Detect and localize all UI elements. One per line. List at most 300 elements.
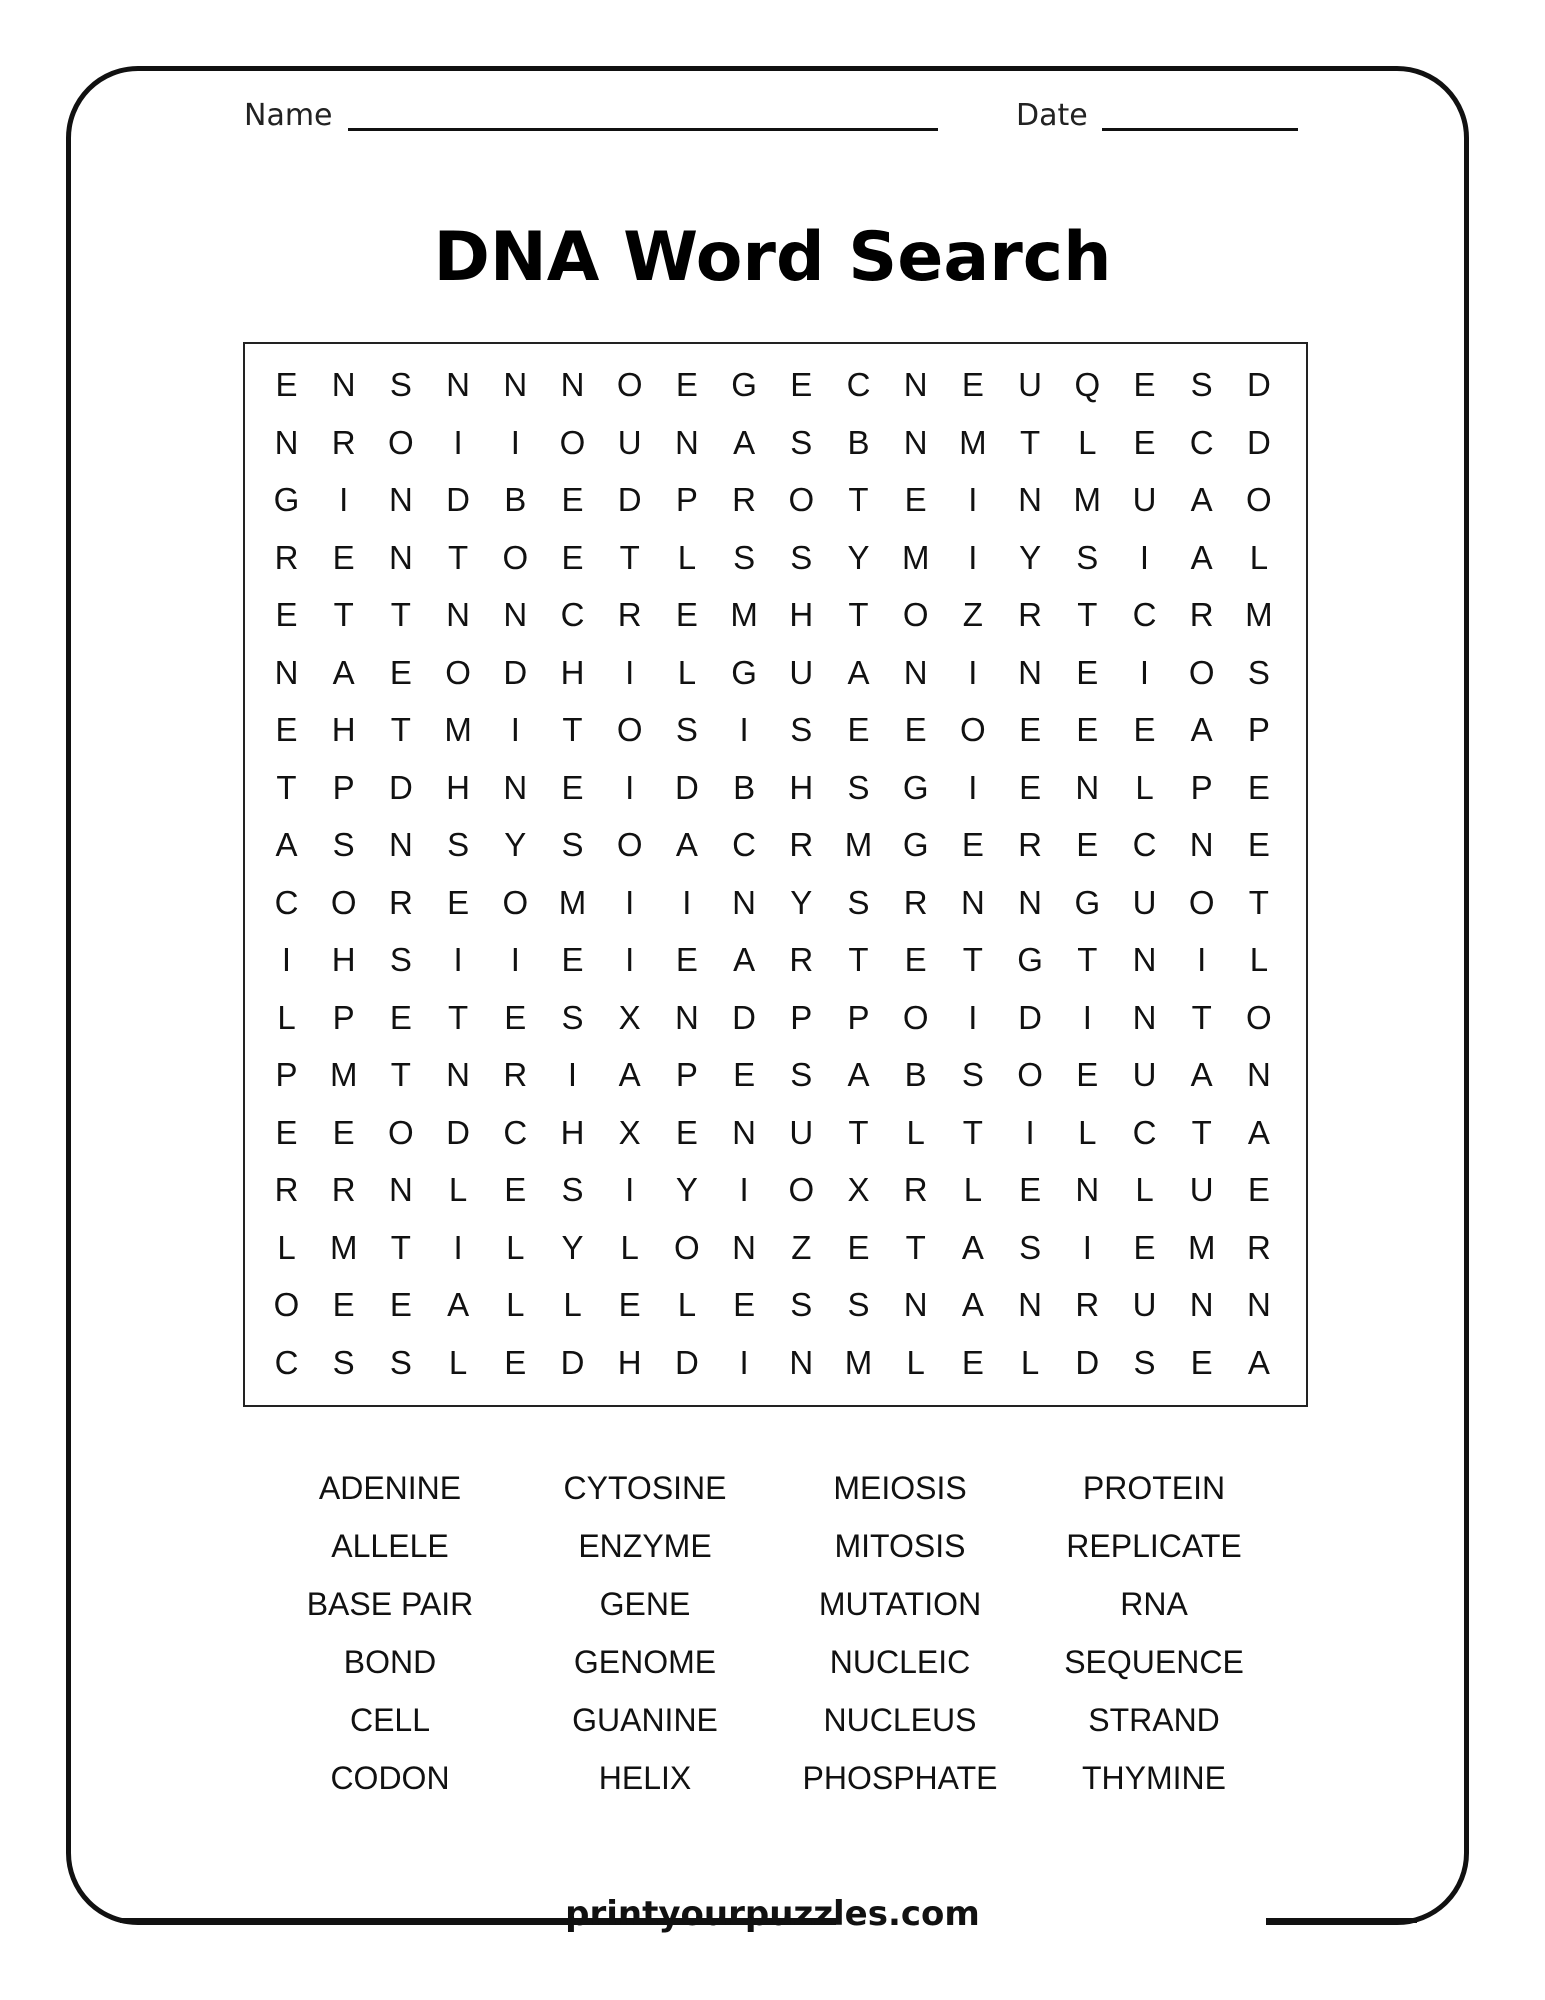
grid-letter: T xyxy=(1248,883,1269,921)
grid-letter: M xyxy=(1073,481,1102,518)
grid-letter: G xyxy=(902,768,929,806)
grid-letter: L xyxy=(1249,941,1269,978)
grid-letter: A xyxy=(275,826,298,863)
grid-letter: P xyxy=(275,1056,298,1093)
grid-letter: N xyxy=(903,423,928,461)
grid-letter: N xyxy=(960,883,985,921)
grid-letter: E xyxy=(1247,826,1270,863)
grid-letter: X xyxy=(618,1113,641,1151)
grid-letter: I xyxy=(1197,941,1207,978)
grid-letter: L xyxy=(906,1343,925,1381)
word-list-item: CELL xyxy=(349,1702,431,1738)
word-list-item: REPLICATE xyxy=(1066,1528,1242,1564)
grid-letter: G xyxy=(1074,883,1101,921)
grid-letter: N xyxy=(388,481,413,518)
grid-letter: E xyxy=(961,366,984,403)
grid-letter: L xyxy=(906,1113,925,1151)
grid-letter: L xyxy=(1135,768,1154,806)
grid-letter: T xyxy=(390,1228,411,1266)
grid-letter: R xyxy=(1246,1228,1271,1266)
grid-letter: E xyxy=(904,711,927,748)
grid-letter: L xyxy=(1135,1171,1154,1208)
grid-letter: A xyxy=(847,653,870,691)
grid-letter: B xyxy=(504,481,527,518)
grid-letter: I xyxy=(682,883,692,921)
grid-letter: M xyxy=(558,883,587,921)
grid-letter: L xyxy=(677,1286,697,1323)
grid-letter: A xyxy=(1190,1056,1213,1093)
grid-letter: H xyxy=(331,941,356,978)
grid-letter: L xyxy=(563,1286,582,1323)
grid-letter: A xyxy=(961,1228,984,1266)
grid-letter: N xyxy=(1075,1171,1100,1208)
word-list-item: NUCLEIC xyxy=(829,1644,971,1680)
grid-letter: E xyxy=(1133,423,1156,461)
name-line xyxy=(348,128,938,131)
grid-letter: E xyxy=(904,941,927,978)
word-list-item: BASE PAIR xyxy=(306,1586,474,1622)
grid-row xyxy=(245,1334,1306,1391)
grid-letter: E xyxy=(1076,711,1099,748)
grid-letter: D xyxy=(1246,366,1271,403)
grid-letter: A xyxy=(332,653,355,691)
grid-row xyxy=(245,1161,1306,1218)
grid-letter: E xyxy=(389,653,412,691)
grid-letter: M xyxy=(844,1343,873,1381)
grid-letter: M xyxy=(329,1056,358,1093)
grid-letter: P xyxy=(847,998,870,1036)
grid-letter: N xyxy=(732,1228,757,1266)
grid-letter: O xyxy=(1246,481,1272,518)
grid-letter: I xyxy=(625,1171,635,1208)
grid-letter: N xyxy=(446,366,471,403)
grid-letter: O xyxy=(1188,883,1215,921)
grid-letter: S xyxy=(332,826,355,863)
grid-row xyxy=(245,874,1306,931)
grid-letter: E xyxy=(1076,1056,1099,1093)
grid-letter: E xyxy=(1190,1343,1213,1381)
grid-letter: H xyxy=(560,1113,585,1151)
grid-letter: R xyxy=(1189,596,1214,633)
grid-letter: U xyxy=(789,1113,814,1151)
grid-letter: O xyxy=(902,998,929,1036)
grid-letter: E xyxy=(447,883,470,921)
word-list-item: MUTATION xyxy=(818,1586,982,1622)
grid-letter: E xyxy=(733,1056,756,1093)
word-list-item: RNA xyxy=(1120,1586,1188,1622)
grid-letter: T xyxy=(1077,596,1098,633)
grid-letter: I xyxy=(1082,1228,1092,1266)
grid-row xyxy=(245,414,1306,471)
grid-letter: N xyxy=(1246,1056,1271,1093)
grid-letter: G xyxy=(273,481,300,518)
grid-letter: D xyxy=(446,481,471,518)
grid-letter: C xyxy=(846,366,871,403)
grid-letter: G xyxy=(731,366,757,403)
grid-letter: T xyxy=(848,481,869,518)
grid-letter: S xyxy=(847,883,870,921)
grid-letter: T xyxy=(1020,423,1041,461)
word-list-item: MEIOSIS xyxy=(833,1470,967,1506)
word-list-item: BOND xyxy=(343,1644,437,1680)
grid-letter: Z xyxy=(791,1228,812,1266)
grid-letter: R xyxy=(617,596,642,633)
grid-row xyxy=(245,644,1306,701)
grid-letter: N xyxy=(903,653,928,691)
name-label: Name xyxy=(244,98,333,133)
grid-letter: I xyxy=(567,1056,578,1093)
grid-letter: T xyxy=(962,1113,983,1151)
grid-letter: N xyxy=(446,1056,471,1093)
grid-letter: P xyxy=(1247,711,1270,748)
grid-letter: D xyxy=(560,1343,585,1381)
word-list-item: PHOSPHATE xyxy=(802,1760,998,1796)
grid-letter: R xyxy=(1018,596,1043,633)
grid-letter: T xyxy=(848,1113,869,1151)
grid-row xyxy=(245,931,1306,988)
grid-letter: A xyxy=(1247,1343,1270,1381)
grid-letter: E xyxy=(675,596,698,633)
grid-letter: C xyxy=(1189,423,1214,461)
word-list-item: THYMINE xyxy=(1082,1760,1226,1796)
grid-letter: T xyxy=(562,711,583,748)
grid-letter: I xyxy=(739,1343,749,1381)
grid-letter: S xyxy=(675,711,698,748)
grid-letter: M xyxy=(901,538,930,576)
grid-letter: I xyxy=(510,423,520,461)
grid-letter: N xyxy=(1132,941,1157,978)
word-list-item: NUCLEUS xyxy=(823,1702,977,1738)
grid-letter: I xyxy=(1082,998,1092,1036)
date-label: Date xyxy=(1016,98,1088,133)
grid-letter: E xyxy=(790,366,813,403)
grid-letter: G xyxy=(731,653,757,691)
grid-letter: I xyxy=(453,1228,463,1266)
grid-letter: E xyxy=(1076,653,1099,691)
grid-letter: I xyxy=(968,998,978,1036)
grid-letter: O xyxy=(616,826,643,863)
grid-letter: E xyxy=(332,1113,355,1151)
grid-letter: H xyxy=(789,596,814,633)
grid-letter: M xyxy=(1245,596,1273,633)
grid-letter: S xyxy=(561,1171,584,1208)
grid-letter: E xyxy=(275,711,298,748)
grid-letter: P xyxy=(675,1056,698,1093)
grid-letter: N xyxy=(274,423,299,461)
grid-letter: N xyxy=(503,596,528,633)
grid-letter: P xyxy=(675,481,698,518)
grid-letter: L xyxy=(448,1171,468,1208)
grid-letter: G xyxy=(1017,941,1043,978)
grid-letter: U xyxy=(1132,481,1157,518)
grid-letter: E xyxy=(675,366,698,403)
grid-letter: Y xyxy=(504,826,527,863)
grid-letter: I xyxy=(1139,653,1150,691)
grid-letter: N xyxy=(388,826,413,863)
grid-letter: D xyxy=(446,1113,471,1151)
grid-letter: I xyxy=(968,481,978,518)
grid-letter: S xyxy=(1133,1343,1156,1381)
grid-letter: R xyxy=(789,941,814,978)
grid-letter: S xyxy=(961,1056,984,1093)
grid-letter: R xyxy=(1018,826,1043,863)
grid-letter: E xyxy=(1076,826,1099,863)
grid-letter: E xyxy=(847,1228,870,1266)
grid-letter: S xyxy=(561,998,584,1036)
grid-letter: I xyxy=(625,941,635,978)
grid-letter: L xyxy=(277,1228,296,1266)
grid-letter: R xyxy=(503,1056,528,1093)
grid-letter: L xyxy=(506,1228,525,1266)
date-line xyxy=(1102,128,1298,131)
grid-letter: N xyxy=(674,998,699,1036)
grid-letter: E xyxy=(675,1113,698,1151)
grid-letter: I xyxy=(510,711,520,748)
word-list-item: ADENINE xyxy=(318,1470,462,1506)
grid-row xyxy=(245,356,1306,413)
grid-letter: Y xyxy=(847,538,870,576)
grid-letter: M xyxy=(959,423,987,461)
grid-letter: L xyxy=(1078,423,1097,461)
grid-letter: N xyxy=(903,366,928,403)
grid-letter: T xyxy=(448,538,469,576)
grid-letter: T xyxy=(390,711,411,748)
grid-letter: E xyxy=(504,998,527,1036)
grid-letter: C xyxy=(274,1343,299,1381)
grid-letter: S xyxy=(332,1343,355,1381)
grid-letter: U xyxy=(1132,883,1157,921)
grid-letter: C xyxy=(1132,1113,1157,1151)
grid-letter: N xyxy=(1018,883,1043,921)
grid-letter: N xyxy=(732,1113,757,1151)
word-list-item: GENE xyxy=(599,1586,691,1622)
grid-letter: O xyxy=(788,481,815,518)
word-list-item: CODON xyxy=(330,1760,450,1796)
grid-letter: D xyxy=(1018,998,1043,1036)
word-list-item: GUANINE xyxy=(572,1702,718,1738)
grid-letter: S xyxy=(447,826,470,863)
grid-letter: O xyxy=(674,1228,700,1266)
grid-letter: S xyxy=(790,711,813,748)
grid-letter: O xyxy=(330,883,357,921)
grid-letter: T xyxy=(848,941,869,978)
grid-letter: U xyxy=(1132,1056,1157,1093)
grid-letter: O xyxy=(273,1286,300,1323)
grid-letter: A xyxy=(1190,538,1213,576)
grid-letter: X xyxy=(847,1171,870,1208)
grid-letter: I xyxy=(968,768,978,806)
grid-letter: R xyxy=(331,423,356,461)
grid-letter: I xyxy=(625,883,635,921)
grid-letter: A xyxy=(675,826,698,863)
word-list-item: STRAND xyxy=(1088,1702,1220,1738)
grid-letter: I xyxy=(625,768,635,806)
grid-letter: S xyxy=(389,941,412,978)
grid-row xyxy=(245,816,1306,873)
grid-letter: Z xyxy=(962,596,983,633)
grid-letter: N xyxy=(1018,1286,1043,1323)
grid-letter: T xyxy=(848,596,869,633)
grid-letter: S xyxy=(1076,538,1099,576)
grid-letter: N xyxy=(503,768,528,806)
grid-letter: L xyxy=(963,1171,983,1208)
grid-row xyxy=(245,529,1306,586)
grid-letter: O xyxy=(902,596,929,633)
grid-letter: E xyxy=(1133,366,1156,403)
grid-letter: D xyxy=(1246,423,1271,461)
grid-letter: E xyxy=(675,941,698,978)
grid-letter: I xyxy=(281,941,292,978)
grid-letter: H xyxy=(560,653,585,691)
word-list-item: ALLELE xyxy=(331,1528,449,1564)
grid-letter: R xyxy=(1075,1286,1100,1323)
grid-letter: N xyxy=(274,653,299,691)
grid-letter: A xyxy=(447,1286,470,1323)
grid-letter: S xyxy=(790,538,813,576)
grid-letter: N xyxy=(1189,826,1214,863)
grid-letter: S xyxy=(847,1286,870,1323)
grid-letter: L xyxy=(506,1286,525,1323)
grid-letter: U xyxy=(789,653,814,691)
grid-letter: O xyxy=(559,423,586,461)
letter-grid xyxy=(243,342,1308,1407)
grid-row xyxy=(245,586,1306,643)
grid-letter: T xyxy=(962,941,983,978)
grid-letter: N xyxy=(503,366,528,403)
grid-letter: T xyxy=(390,1056,411,1093)
footer-site: printyourpuzzles.com xyxy=(565,1894,980,1934)
grid-letter: I xyxy=(968,538,978,576)
grid-letter: P xyxy=(332,998,355,1036)
grid-letter: E xyxy=(904,481,927,518)
grid-letter: N xyxy=(903,1286,928,1323)
grid-letter: B xyxy=(904,1056,927,1093)
grid-letter: R xyxy=(331,1171,356,1208)
grid-letter: S xyxy=(1247,653,1270,691)
grid-letter: I xyxy=(339,481,349,518)
grid-letter: L xyxy=(1020,1343,1040,1381)
grid-letter: P xyxy=(332,768,355,806)
grid-letter: R xyxy=(388,883,413,921)
grid-letter: A xyxy=(618,1056,641,1093)
grid-letter: O xyxy=(1188,653,1215,691)
grid-letter: D xyxy=(1075,1343,1100,1381)
grid-letter: T xyxy=(333,596,354,633)
grid-letter: S xyxy=(847,768,870,806)
grid-letter: U xyxy=(1189,1171,1214,1208)
grid-letter: S xyxy=(1019,1228,1042,1266)
word-list-item: HELIX xyxy=(598,1760,692,1796)
grid-letter: T xyxy=(1077,941,1098,978)
grid-letter: M xyxy=(730,596,758,633)
grid-letter: N xyxy=(674,423,699,461)
grid-row xyxy=(245,1104,1306,1161)
grid-letter: N xyxy=(388,538,413,576)
grid-letter: T xyxy=(390,596,411,633)
grid-letter: P xyxy=(790,998,813,1036)
grid-letter: B xyxy=(847,423,870,461)
grid-letter: R xyxy=(789,826,814,863)
word-list-item: CYTOSINE xyxy=(563,1470,727,1506)
grid-letter: E xyxy=(618,1286,641,1323)
grid-letter: E xyxy=(561,941,584,978)
grid-letter: M xyxy=(444,711,472,748)
grid-letter: E xyxy=(561,481,584,518)
grid-letter: N xyxy=(732,883,757,921)
grid-letter: D xyxy=(388,768,413,806)
grid-letter: A xyxy=(961,1286,984,1323)
grid-letter: I xyxy=(453,941,463,978)
word-list-item: ENZYME xyxy=(578,1528,712,1564)
grid-letter: L xyxy=(1249,538,1269,576)
grid-letter: C xyxy=(560,596,585,633)
grid-letter: S xyxy=(389,1343,412,1381)
grid-letter: I xyxy=(739,1171,749,1208)
grid-letter: U xyxy=(1132,1286,1157,1323)
grid-letter: R xyxy=(274,538,299,576)
grid-letter: U xyxy=(1018,366,1043,403)
grid-row xyxy=(245,989,1306,1046)
grid-row xyxy=(245,1046,1306,1103)
grid-letter: E xyxy=(389,998,412,1036)
grid-letter: L xyxy=(677,538,697,576)
grid-letter: E xyxy=(561,768,584,806)
grid-letter: O xyxy=(788,1171,815,1208)
word-list-item: GENOME xyxy=(573,1644,717,1680)
grid-letter: M xyxy=(1187,1228,1216,1266)
grid-letter: N xyxy=(789,1343,814,1381)
grid-letter: T xyxy=(905,1228,926,1266)
grid-letter: O xyxy=(1246,998,1272,1036)
grid-letter: I xyxy=(739,711,749,748)
page-title: DNA Word Search xyxy=(433,218,1112,297)
grid-letter: O xyxy=(502,538,529,576)
grid-letter: R xyxy=(274,1171,299,1208)
grid-letter: O xyxy=(388,423,414,461)
grid-letter: O xyxy=(388,1113,414,1151)
grid-letter: S xyxy=(790,1286,813,1323)
grid-letter: S xyxy=(561,826,584,863)
grid-letter: Q xyxy=(1074,366,1101,403)
word-list-item: PROTEIN xyxy=(1082,1470,1226,1506)
grid-row xyxy=(245,701,1306,758)
grid-letter: P xyxy=(1190,768,1213,806)
grid-letter: E xyxy=(1133,1228,1156,1266)
grid-letter: E xyxy=(332,538,355,576)
grid-letter: E xyxy=(275,366,298,403)
grid-letter: O xyxy=(1017,1056,1043,1093)
grid-letter: T xyxy=(1191,998,1212,1036)
grid-letter: S xyxy=(1190,366,1213,403)
grid-letter: N xyxy=(1189,1286,1214,1323)
grid-letter: A xyxy=(733,423,756,461)
grid-letter: S xyxy=(389,366,412,403)
grid-letter: E xyxy=(1019,768,1042,806)
grid-letter: T xyxy=(1191,1113,1212,1151)
grid-letter: C xyxy=(274,883,299,921)
grid-letter: M xyxy=(844,826,873,863)
grid-letter: I xyxy=(1025,1113,1035,1151)
grid-letter: C xyxy=(1132,826,1157,863)
grid-letter: N xyxy=(1018,653,1043,691)
grid-letter: C xyxy=(732,826,757,863)
grid-letter: N xyxy=(331,366,356,403)
grid-letter: G xyxy=(902,826,929,863)
grid-letter: O xyxy=(616,366,643,403)
grid-letter: E xyxy=(504,1343,527,1381)
grid-row xyxy=(245,471,1306,528)
grid-letter: I xyxy=(625,653,635,691)
